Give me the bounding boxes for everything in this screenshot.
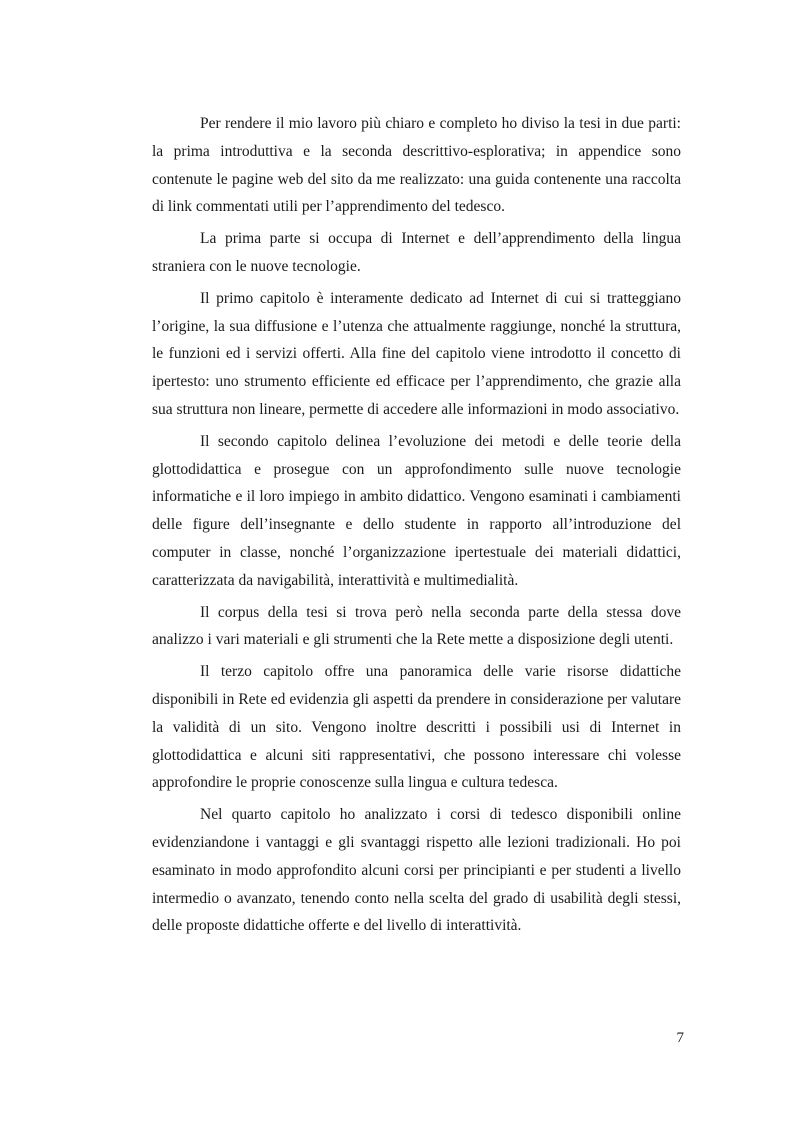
paragraph-structure-overview: Per rendere il mio lavoro più chiaro e completo ho diviso la tesi in due parti: la prima introduttiva e la seconda descrittivo-esplorativa; in appendice sono contenute le pagine web del sito da me realizzato: una guida contenente una raccolta di link commentati utili per l’apprendimento del tedesco. <box>152 115 681 216</box>
page-number: 7 <box>676 1030 684 1046</box>
paragraph-part-two: Il corpus della tesi si trova però nella seconda parte della stessa dove analizzo i vari materiali e gli strumenti che la Rete mette a disposizione degli utenti. <box>152 603 681 649</box>
paragraph-chapter-three: Il terzo capitolo offre una panoramica delle varie risorse didattiche disponibili in Rete ed evidenzia gli aspetti da prendere in considerazione per valutare la validità di un sito. Vengono inoltre descritti i possibili usi di Internet in glottodidattica e alcuni siti rappresentativi, che possono interessare chi volesse approfondire le proprie conoscenze sulla lingua e cultura tedesca. <box>152 663 681 792</box>
paragraph-chapter-two: Il secondo capitolo delinea l’evoluzione dei metodi e delle teorie della glottodidattica e prosegue con un approfondimento sulle nuove tecnologie informatiche e il loro impiego in ambito didattico. Vengono esaminati i cambiamenti delle figure dell’insegnante e dello studente in rapporto all’introduzione del computer in classe, nonché l’organizzazione ipertestuale dei materiali didattici, caratterizzata da navigabilità, interattività e multimedialità. <box>152 432 681 589</box>
paragraph-chapter-one: Il primo capitolo è interamente dedicato ad Internet di cui si tratteggiano l’origine, la sua diffusione e l’utenza che attualmente raggiunge, nonché la struttura, le funzioni ed i servizi offerti. Alla fine del capitolo viene introdotto il concetto di ipertesto: uno strumento efficiente ed efficace per l’apprendimento, che grazie alla sua struttura non lineare, permette di accedere alle informazioni in modo associativo. <box>152 289 681 418</box>
body-text <box>152 110 681 944</box>
paragraph-part-one: La prima parte si occupa di Internet e dell’apprendimento della lingua straniera con le nuove tecnologie. <box>152 230 681 275</box>
paragraph-chapter-four: Nel quarto capitolo ho analizzato i corsi di tedesco disponibili online evidenziandone i vantaggi e gli svantaggi rispetto alle lezioni tradizionali. Ho poi esaminato in modo approfondito alcuni corsi per principianti e per studenti a livello intermedio o avanzato, tenendo conto nella scelta del grado di usabilità degli stessi, delle proposte didattiche offerte e del livello di interattività. <box>152 806 681 935</box>
